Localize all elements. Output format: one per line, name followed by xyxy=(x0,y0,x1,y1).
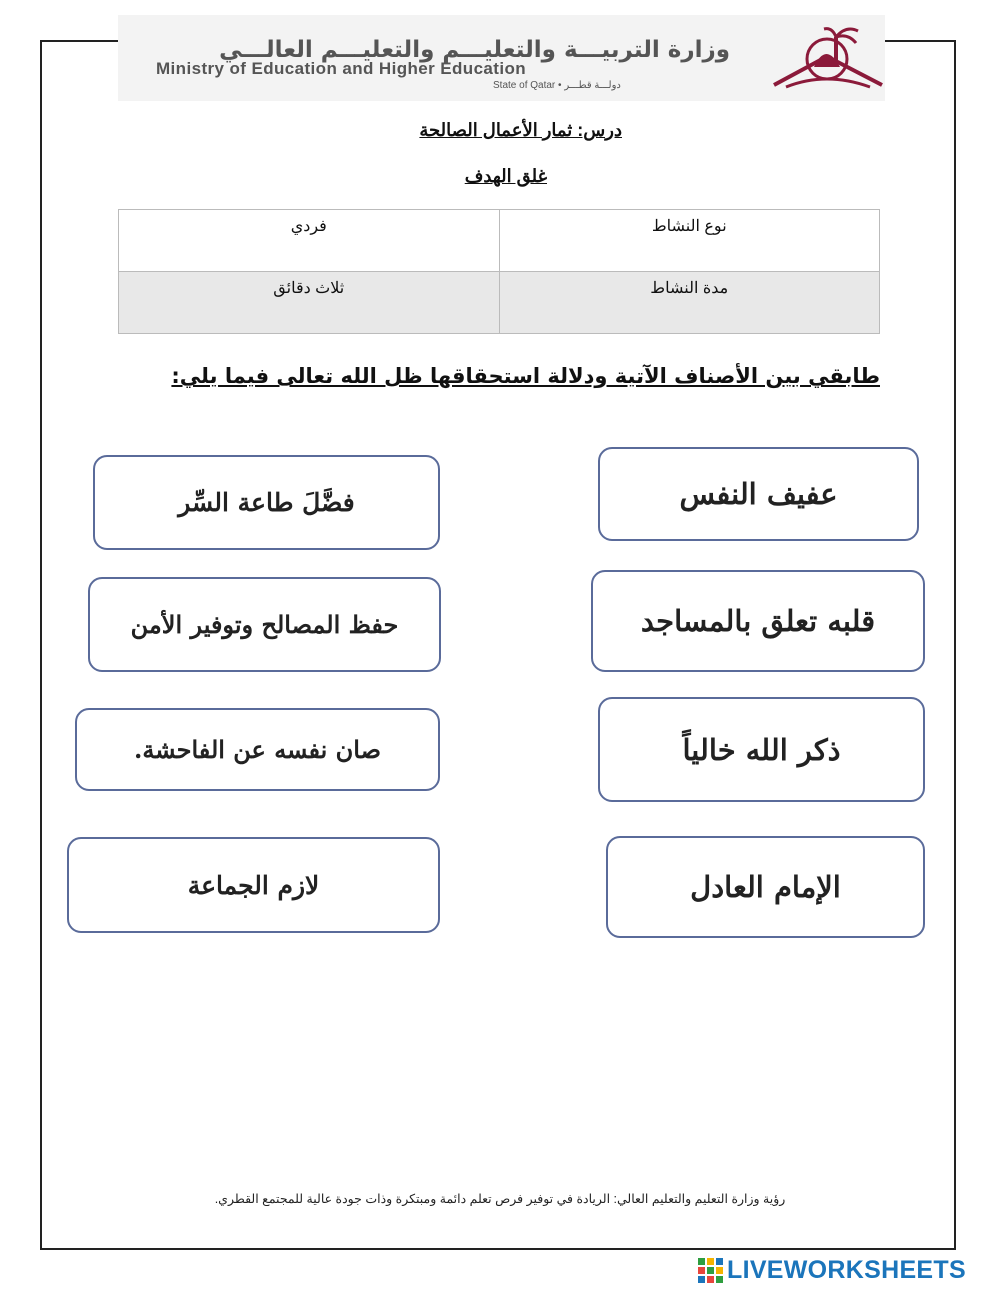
matching-instruction: طابقي بين الأصناف الآتية ودلالة استحقاقها ظل الله تعالى فيما يلي: xyxy=(171,364,880,388)
activity-type-label: نوع النشاط xyxy=(499,210,880,272)
match-item-right-3[interactable]: ذكر الله خالياً xyxy=(598,697,925,802)
section-title: غلق الهدف xyxy=(464,166,547,186)
activity-type-value: فردي xyxy=(119,210,500,272)
ministry-name-ar: وزارة التربيـــة والتعليـــم والتعليـــم العالـــي xyxy=(219,37,730,63)
activity-info-table xyxy=(118,209,880,334)
qatar-emblem-icon xyxy=(766,21,888,95)
match-item-left-4[interactable]: لازم الجماعة xyxy=(67,837,440,933)
match-item-right-4[interactable]: الإمام العادل xyxy=(606,836,925,938)
ministry-header xyxy=(118,15,885,101)
table-row xyxy=(119,272,880,334)
match-item-right-1[interactable]: عفيف النفس xyxy=(598,447,919,541)
lesson-title: درس: ثمار الأعمال الصالحة xyxy=(419,120,622,140)
ministry-name-en: Ministry of Education and Higher Education xyxy=(156,59,527,78)
activity-duration-label: مدة النشاط xyxy=(499,272,880,334)
liveworksheets-grid-icon xyxy=(698,1258,724,1284)
liveworksheets-logo xyxy=(698,1256,966,1285)
match-item-left-1[interactable]: فضَّلَ طاعة السِّر xyxy=(93,455,440,550)
state-of-qatar: State of Qatar • دولـــة قطـــر xyxy=(493,80,621,91)
table-row xyxy=(119,210,880,272)
activity-duration-value: ثلاث دقائق xyxy=(119,272,500,334)
liveworksheets-logo-text: LIVEWORKSHEETS xyxy=(727,1256,966,1284)
match-item-left-3[interactable]: صان نفسه عن الفاحشة. xyxy=(75,708,440,791)
match-item-left-2[interactable]: حفظ المصالح وتوفير الأمن xyxy=(88,577,441,672)
ministry-vision-footer: رؤية وزارة التعليم والتعليم العالي: الريادة في توفير فرص تعلم دائمة ومبتكرة وذات جودة عالية للمجتمع القطري. xyxy=(214,1192,786,1206)
match-item-right-2[interactable]: قلبه تعلق بالمساجد xyxy=(591,570,925,672)
